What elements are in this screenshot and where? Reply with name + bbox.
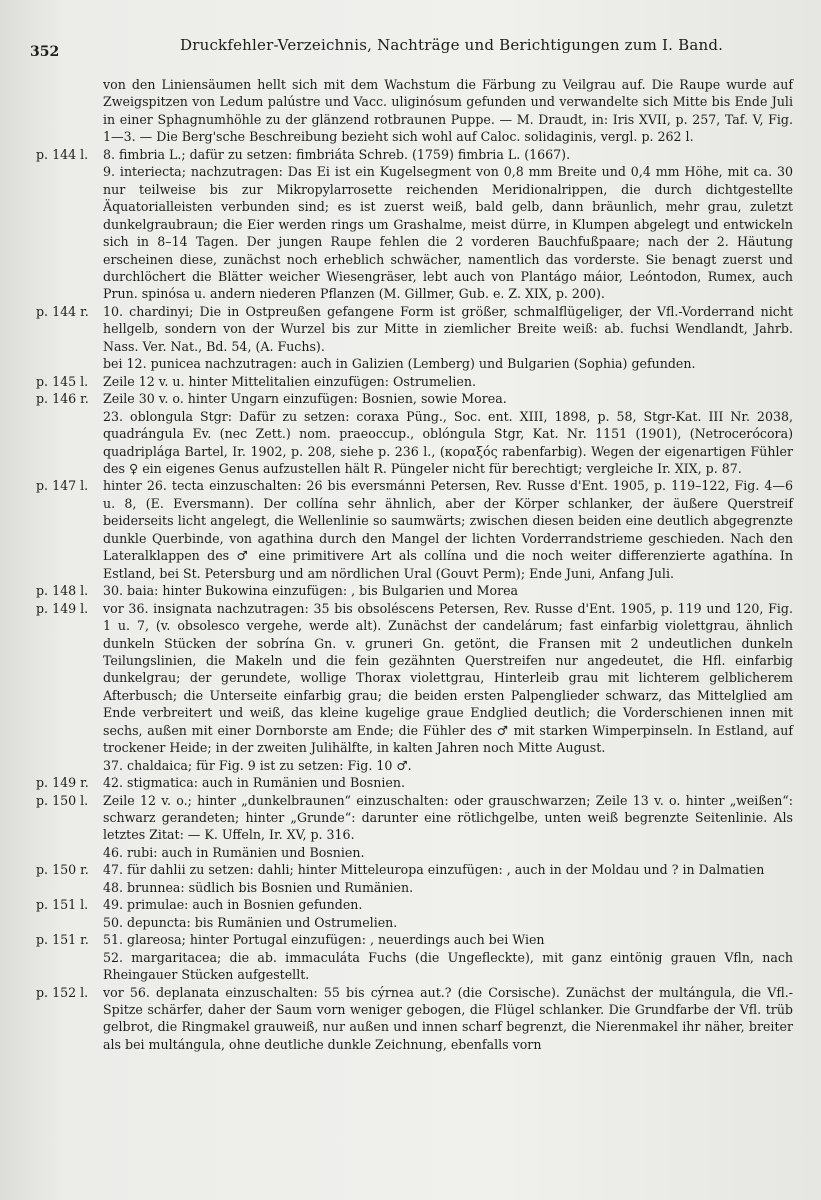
errata-entry [0, 477, 821, 582]
errata-entry [0, 844, 821, 861]
errata-body [0, 76, 821, 1053]
entry-text: 23. oblongula Stgr: Dafür zu setzen: coraxa Püng., Soc. ent. XIII, 1898, p. 58, Stgr-Kat. III Nr. 2038, quadrángula Ev. (nec Zett.) nom. praeoccup., oblóngula Stgr, Kat. Nr. 1151 (1901), (Netrocerócora) quadriplága Bartel, Ir. 1902, p. 208, siehe p. 236 l., (κοραξός rabenfarbig). Wegen der eigenartigen Fühler des ♀ ein eigenes Genus aufzustellen hält R. Püngeler nicht für berechtigt; vergleiche Ir. XIX, p. 87. [103, 408, 793, 476]
errata-entry [0, 355, 821, 372]
entry-text: 47. für dahlii zu setzen: dahli; hinter Mitteleuropa einzufügen: , auch in der Moldau und ? in Dalmatien [103, 862, 765, 878]
page-reference: p. 144 l. [36, 146, 89, 162]
errata-entry [0, 879, 821, 896]
entry-text: Zeile 30 v. o. hinter Ungarn einzufügen: Bosnien, sowie Morea. [103, 391, 507, 407]
errata-entry [0, 76, 821, 146]
entry-text: 10. chardinyi; Die in Ostpreußen gefangene Form ist größer, schmalflügeliger, der Vfl.-Vorderrand nicht hellgelb, sondern von der Wurzel bis zur Mitte in ziemlicher Breite weiß: ab. fuchsi Wendlandt, Jahrb. Nass. Ver. Nat., Bd. 54, (A. Fuchs). [103, 303, 793, 354]
errata-entry [0, 949, 821, 984]
entry-text: hinter 26. tecta einzuschalten: 26 bis eversmánni Petersen, Rev. Russe d'Ent. 1905, p. 119–122, Fig. 4—6 u. 8, (E. Eversmann). Der collína sehr ähnlich, aber der Körper schlanker, der äußere Querstreif beiderseits licht angelegt, die Wellenlinie so saumwärts; zwischen diesen beiden eine deutlich abgegrenzte dunkle Querbinde, von agathina durch den Mangel der lichten Vorderrandstrieme geschieden. Nach den Lateralklappen des ♂ eine primitivere Art als collína und die noch weiter differenzierte agathína. In Estland, bei St. Petersburg und am nördlichen Ural (Gouvt Perm); Ende Juni, Anfang Juli. [103, 478, 793, 581]
page-reference: p. 149 r. [36, 775, 89, 791]
entry-text: 30. baia: hinter Bukowina einzufügen: , bis Bulgarien und Morea [103, 583, 519, 599]
entry-text: 8. fimbria L.; dafür zu setzen: fimbriáta Schreb. (1759) fimbria L. (1667). [103, 146, 571, 162]
entry-text: 48. brunnea: südlich bis Bosnien und Rumänien. [103, 879, 414, 895]
errata-entry [0, 896, 821, 913]
errata-entry [0, 582, 821, 599]
page-reference: p. 147 l. [36, 478, 89, 494]
errata-entry [0, 146, 821, 163]
entry-text: 9. interiecta; nachzutragen: Das Ei ist ein Kugelsegment von 0,8 mm Breite und 0,4 mm Höhe, mit ca. 30 nur teilweise bis zur Mikropylarrosette reichenden Meridionalrippen, die durch dichtgestellte Äquatorialleisten verbunden sind; es ist zuerst weiß, bald gelb, dann bräunlich, mehr grau, zuletzt dunkelgraubraun; die Eier werden rings um Grashalme, meist dürre, in Klumpen abgelegt und entwickeln sich in 8–14 Tagen. Der jungen Raupe fehlen die 2 vorderen Bauchfußpaare; nach der 2. Häutung erscheinen diese, zunächst noch erheblich schwächer, namentlich das vorderste. Sie benagt zuerst und durchlöchert die Blätter weicher Wiesengräser, lebt auch von Plantágo máior, Leóntodon, Rumex, auch Prun. spinósa u. andern niederen Pflanzen (M. Gillmer, Gub. e. Z. XIX, p. 200). [103, 164, 793, 302]
errata-entry [0, 757, 821, 774]
page-reference: p. 150 l. [36, 792, 89, 808]
entry-text: vor 36. insignata nachzutragen: 35 bis obsoléscens Petersen, Rev. Russe d'Ent. 1905, p. 119 und 120, Fig. 1 u. 7, (v. obsolesco vergehe, werde alt). Zunächst der candelárum; fast einfarbig violettgrau, ähnlich dunkeln Stücken der sobrína Gn. v. gruneri Gn. getönt, die Fransen mit 2 undeutlichen dunkeln Teilungslinien, die Makeln und die fein gezähnten Querstreifen nur angedeutet, die Hfl. einfarbig dunkelgrau; der gerundete, wollige Thorax violettgrau, Hinterleib grau mit lichterem gelblicherem Afterbusch; die Unterseite einfarbig grau; die beiden ersten Palpenglieder schwarz, das Mittelglied am Ende verbreitert und weiß, das kleine kugelige graue Endglied deutlich; die Vorderschienen innen mit sechs, außen mit einer Dornborste am Ende; die Fühler des ♂ mit starken Wimperpinseln. In Estland, auf trockener Heide; in der zweiten Julihälfte, in kalten Jahren noch Mitte August. [103, 600, 793, 756]
entry-text: 50. depuncta: bis Rumänien und Ostrumelien. [103, 914, 398, 930]
page-reference: p. 145 l. [36, 373, 89, 389]
errata-entry [0, 792, 821, 844]
page-reference: p. 146 r. [36, 391, 89, 407]
errata-entry [0, 163, 821, 303]
page-reference: p. 144 r. [36, 303, 89, 319]
errata-entry [0, 408, 821, 478]
entry-text: 37. chaldaica; für Fig. 9 ist zu setzen: Fig. 10 ♂. [103, 757, 412, 773]
entry-text: Zeile 12 v. u. hinter Mittelitalien einzufügen: Ostrumelien. [103, 373, 476, 389]
page-number: 352 [30, 44, 60, 60]
page-reference: p. 150 r. [36, 862, 89, 878]
entry-text: 46. rubi: auch in Rumänien und Bosnien. [103, 844, 365, 860]
page-reference: p. 149 l. [36, 600, 89, 616]
errata-entry [0, 984, 821, 1054]
page-reference: p. 151 r. [36, 932, 89, 948]
page-reference: p. 148 l. [36, 583, 89, 599]
errata-entry [0, 600, 821, 757]
errata-entry [0, 303, 821, 355]
errata-entry [0, 931, 821, 948]
errata-entry [0, 373, 821, 390]
errata-entry [0, 861, 821, 878]
errata-entry [0, 914, 821, 931]
entry-text: 42. stigmatica: auch in Rumänien und Bosnien. [103, 775, 405, 791]
entry-text: bei 12. punicea nachzutragen: auch in Galizien (Lemberg) und Bulgarien (Sophia) gefunden. [103, 356, 696, 372]
errata-entry [0, 390, 821, 407]
page-reference: p. 152 l. [36, 984, 89, 1000]
entry-text: 51. glareosa; hinter Portugal einzufügen: , neuerdings auch bei Wien [103, 932, 545, 948]
page-header [30, 36, 781, 60]
entry-text: von den Liniensäumen hellt sich mit dem Wachstum die Färbung zu Veilgrau auf. Die Raupe wurde auf Zweigspitzen von Ledum palústre und Vacc. uliginósum gefunden und verwandelte sich Mitte bis Ende Juli in einer Sphagnumhöhle zu der glänzend rotbraunen Puppe. — M. Draudt, in: Iris XVII, p. 257, Taf. V, Fig. 1—3. — Die Berg'sche Beschreibung bezieht sich wohl auf Caloc. solidaginis, vergl. p. 262 l. [103, 77, 793, 145]
entry-text: Zeile 12 v. o.; hinter „dunkelbraunen“ einzuschalten: oder grauschwarzen; Zeile 13 v. o. hinter „weißen“: schwarz gerandeten; hinter „Grunde“: darunter eine rötlichgelbe, unten weiß begrenzte Seitenlinie. Als letztes Zitat: — K. Uffeln, Ir. XV, p. 316. [103, 792, 793, 843]
entry-text: 49. primulae: auch in Bosnien gefunden. [103, 897, 363, 913]
entry-text: 52. margaritacea; die ab. immaculáta Fuchs (die Ungefleckte), mit ganz eintönig grauen Vfln, nach Rheingauer Stücken aufgestellt. [103, 949, 793, 983]
errata-entry [0, 774, 821, 791]
running-title: Druckfehler-Verzeichnis, Nachträge und Berichtigungen zum I. Band. [180, 36, 724, 54]
page-reference: p. 151 l. [36, 897, 89, 913]
entry-text: vor 56. deplanata einzuschalten: 55 bis cýrnea aut.? (die Corsische). Zunächst der multángula, die Vfl.-Spitze schärfer, daher der Saum vorn weniger gebogen, die Flügel schlanker. Die Grundfarbe der Vfl. trüb gelbrot, die Ringmakel grauweiß, nur außen und innen scharf begrenzt, die Nierenmakel ihr näher, breiter als bei multángula, ohne deutliche dunkle Zeichnung, ebenfalls vorn [103, 984, 793, 1052]
